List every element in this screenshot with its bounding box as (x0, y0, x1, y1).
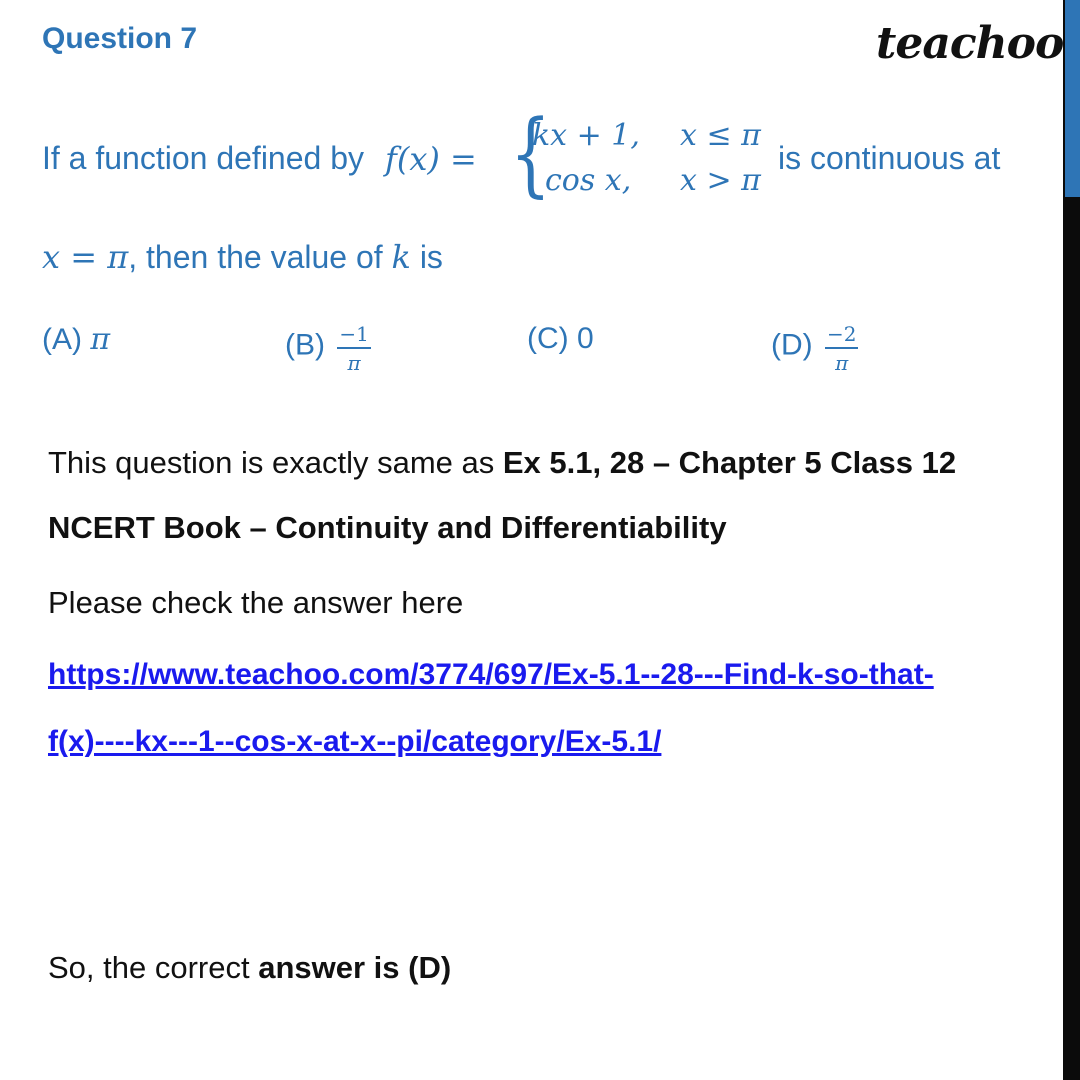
piecewise-brace: { (510, 100, 551, 207)
scrollbar-thumb[interactable] (1065, 0, 1080, 197)
line2-text: , then the value of (128, 239, 383, 275)
teachoo-logo: teachoo (876, 18, 1064, 69)
line2-k: k (391, 238, 411, 276)
case2-expression: cos x, (545, 163, 632, 198)
answer-link-line1[interactable]: https://www.teachoo.com/3774/697/Ex-5.1--28---Find-k-so-that- (48, 658, 934, 691)
option-b-denominator: π (347, 351, 361, 375)
option-b-label: (B) (285, 328, 325, 362)
function-notation: f(x) = (385, 140, 477, 178)
option-d-label: (D) (771, 328, 813, 362)
option-d-fraction (825, 324, 858, 373)
case2-condition: x > π (680, 163, 761, 198)
reference-text: This question is exactly same as (48, 445, 495, 480)
option-d (771, 322, 858, 375)
option-d-denominator: π (835, 351, 849, 375)
question-title: Question 7 (42, 22, 198, 55)
reference-bold: Ex 5.1, 28 – Chapter 5 Class 12 (502, 445, 957, 480)
question-intro: If a function defined by (42, 140, 364, 176)
option-b (285, 322, 371, 375)
question-line2 (42, 238, 443, 276)
line2-variable: x = π (42, 238, 129, 276)
reference-line2: NCERT Book – Continuity and Differentiability (48, 510, 727, 545)
option-c-label: (C) (527, 322, 569, 355)
option-b-numerator: −1 (337, 324, 370, 349)
case1-expression: kx + 1, (532, 118, 640, 153)
answer-bold: answer is (D) (258, 950, 452, 985)
option-a-value: π (90, 322, 111, 357)
answer-link-line2[interactable]: f(x)----kx---1--cos-x-at-x--pi/category/Ex-5.1/ (48, 725, 662, 758)
case1-condition: x ≤ π (680, 118, 761, 153)
check-answer-text: Please check the answer here (48, 585, 464, 620)
final-answer (48, 950, 451, 986)
option-a-label: (A) (42, 323, 82, 356)
line2-end: is (419, 239, 443, 275)
option-a (42, 322, 110, 357)
option-b-fraction (337, 324, 370, 373)
question-continued: is continuous at (778, 140, 1001, 176)
reference-line1 (48, 445, 956, 481)
option-c-value: 0 (577, 322, 594, 355)
option-c (527, 322, 594, 356)
answer-text: So, the correct (48, 950, 250, 985)
option-d-numerator: −2 (825, 324, 858, 349)
